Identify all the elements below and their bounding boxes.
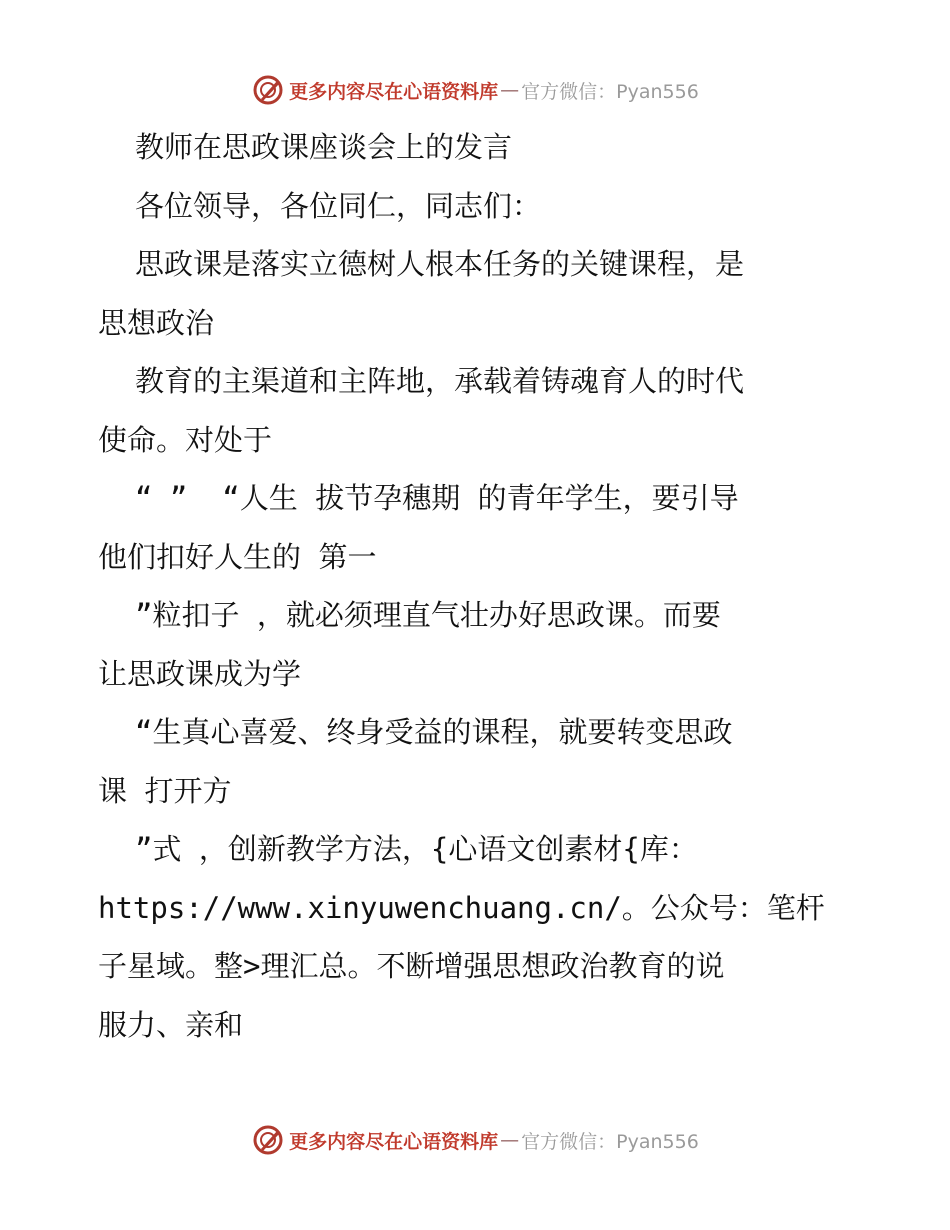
paragraph-line: ”粒扣子 ，就必须理直气壮办好思政课。而要 — [135, 598, 721, 632]
banner-wechat: 官方微信：Pyan556 — [521, 80, 699, 103]
banner-separator: — — [500, 1129, 520, 1151]
document-body — [98, 118, 858, 1054]
paragraph-line: ”式 ，创新教学方法，{心语文创素材{库： — [135, 832, 698, 866]
salutation: 各位领导，各位同仁，同志们： — [135, 188, 542, 223]
banner-title: 更多内容尽在心语资料库 — [289, 80, 499, 103]
paragraph-line: 让思政课成为学 — [98, 656, 302, 691]
paragraph-line: “ ” “人生 拔节孕穗期 的青年学生，要引导 — [135, 481, 739, 515]
paragraph-line: 他们扣好人生的 第一 — [98, 539, 377, 574]
paragraph-line: 课 打开方 — [98, 773, 232, 808]
paragraph-line: 使命。对处于 — [98, 422, 273, 457]
paragraph-line: 服力、亲和 — [98, 1007, 244, 1042]
paragraph-line: https://www.xinyuwenchuang.cn/。公众号：笔杆 — [98, 890, 825, 925]
footer-banner — [0, 1120, 950, 1160]
paragraph-line: 思想政治 — [98, 305, 215, 340]
banner-wechat: 官方微信：Pyan556 — [521, 1130, 699, 1153]
paragraph-line: “生真心喜爱、终身受益的课程，就要转变思政 — [135, 715, 733, 749]
logo-icon — [251, 1123, 285, 1157]
paragraph-line: 子星域。整>理汇总。不断增强思想政治教育的说 — [98, 949, 725, 983]
paragraph-line: 思政课是落实立德树人根本任务的关键课程，是 — [135, 247, 745, 281]
banner-separator: — — [500, 79, 520, 101]
paragraph-line: 教育的主渠道和主阵地，承载着铸魂育人的时代 — [135, 364, 745, 398]
doc-title: 教师在思政课座谈会上的发言 — [135, 130, 513, 164]
logo-icon — [251, 73, 285, 107]
banner-title: 更多内容尽在心语资料库 — [289, 1130, 499, 1153]
header-banner — [0, 70, 950, 110]
